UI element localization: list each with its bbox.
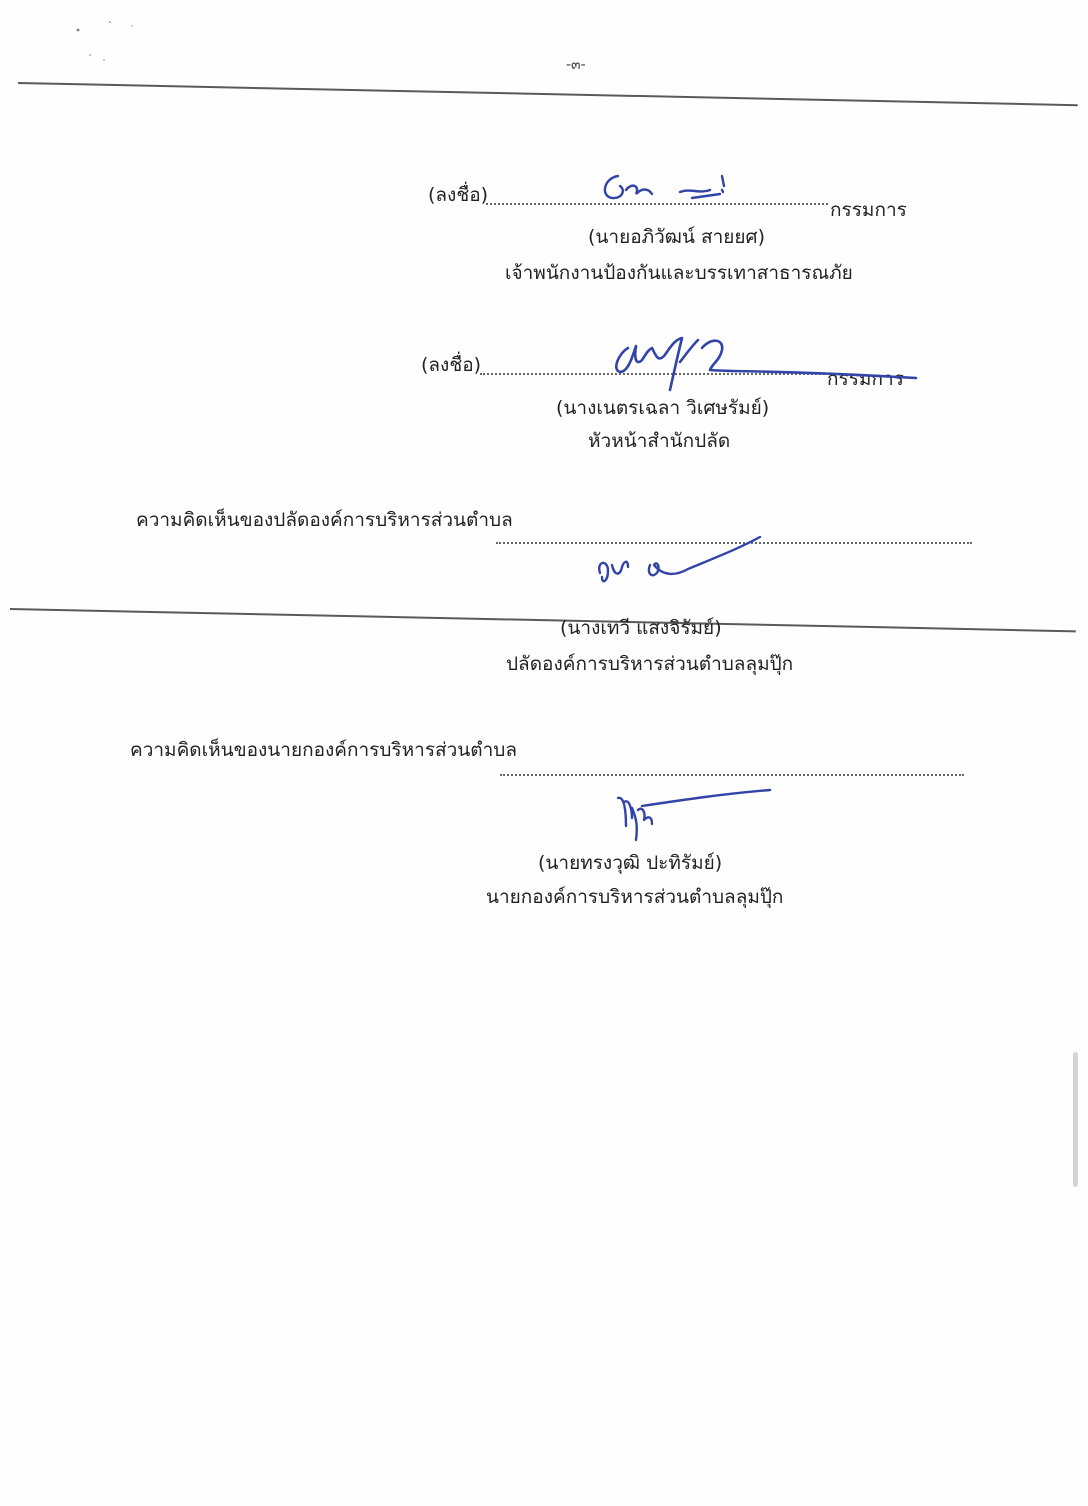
- signer-position-2: หัวหน้าสำนักปลัด: [588, 430, 731, 452]
- sign-label-2: (ลงชื่อ): [421, 354, 482, 376]
- signature-3: [592, 535, 772, 595]
- role-2: กรรมการ: [827, 368, 904, 390]
- opinion-name-2: (นายทรงวุฒิ ปะทิรัมย์): [538, 852, 723, 874]
- opinion-label-2: ความคิดเห็นของนายกองค์การบริหารส่วนตำบล: [130, 739, 518, 761]
- signature-4: [612, 788, 782, 848]
- opinion-position-2: นายกองค์การบริหารส่วนตำบลลุมปุ๊ก: [486, 886, 784, 908]
- page-number: -๓-: [566, 57, 586, 73]
- role-1: กรรมการ: [830, 199, 907, 221]
- signature-2: [600, 326, 920, 396]
- mid-divider: [10, 608, 1076, 632]
- signer-position-1: เจ้าพนักงานป้องกันและบรรเทาสาธารณภัย: [505, 262, 853, 284]
- opinion-name-1: (นางเทวี แสงจิรัมย์): [560, 617, 722, 639]
- opinion-line-2: [500, 774, 964, 776]
- opinion-position-1: ปลัดองค์การบริหารส่วนตำบลลุมปุ๊ก: [506, 653, 794, 675]
- scan-specks: [70, 10, 160, 70]
- scrollbar[interactable]: [1073, 1052, 1078, 1187]
- signer-name-1: (นายอภิวัฒน์ สายยศ): [588, 226, 766, 248]
- top-divider: [18, 82, 1078, 106]
- signature-1: [596, 168, 746, 208]
- sign-label-1: (ลงชื่อ): [428, 184, 489, 206]
- signer-name-2: (นางเนตรเฉลา วิเศษรัมย์): [556, 397, 770, 419]
- opinion-label-1: ความคิดเห็นของปลัดองค์การบริหารส่วนตำบล: [136, 509, 513, 531]
